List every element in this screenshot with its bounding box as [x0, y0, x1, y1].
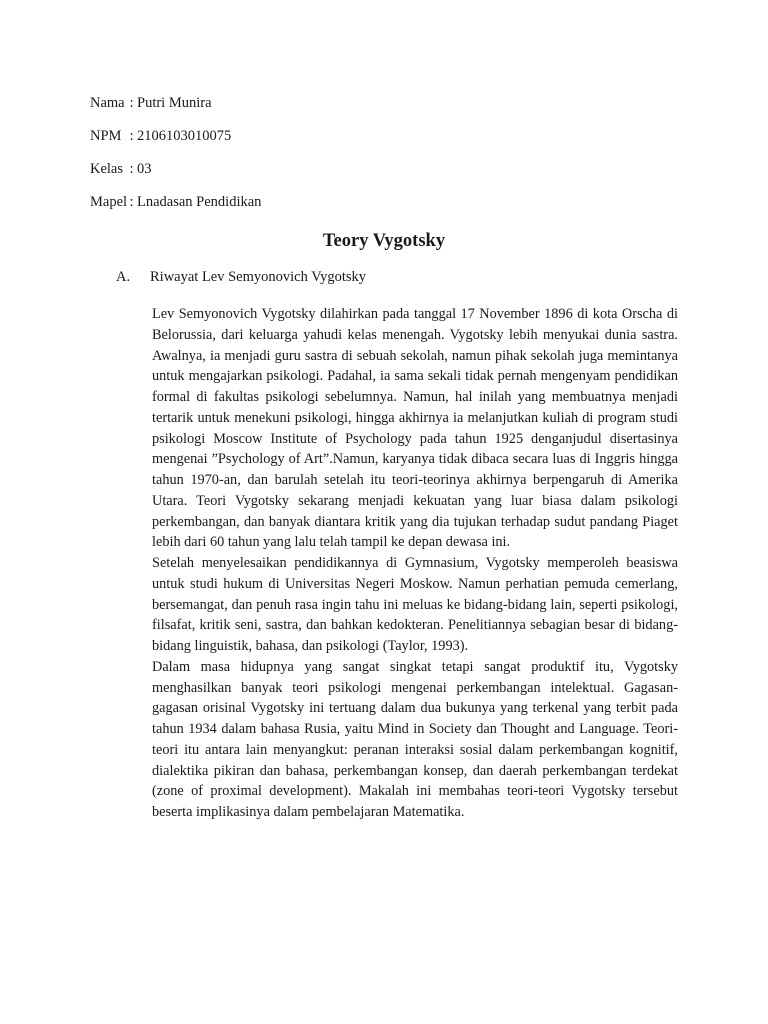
- info-value: Putri Munira: [137, 95, 212, 111]
- paragraph: Setelah menyelesaikan pendidikannya di Gymnasium, Vygotsky memperoleh beasiswa untuk studi hukum di Universitas Negeri Moskow. Namun perhatian pemuda cemerlang, bersemangat, dan penuh rasa ingin tahu ini meluas ke bidang-bidang lain, seperti psikologi, filsafat, kritik seni, sastra, dan bahkan kedokteran. Penelitiannya sebagian besar di bidang-bidang linguistik, bahasa, dan psikologi (Taylor, 1993).: [152, 555, 678, 654]
- info-colon: :: [129, 95, 134, 111]
- info-colon: :: [129, 128, 134, 144]
- info-row-npm: [90, 126, 261, 159]
- paragraph: Lev Semyonovich Vygotsky dilahirkan pada tanggal 17 November 1896 di kota Orscha di Belorussia, dari keluarga yahudi kelas menengah. Vygotsky lebih menyukai dunia sastra. Awalnya, ia menjadi guru sastra di sebuah sekolah, namun pihak sekolah juga memintanya untuk mengajarkan psikologi. Padahal, ia sama sekali tidak pernah mengenyam pendidikan formal di fakultas psikologi sebelumnya. Namun, hal inilah yang membuatnya menjadi tertarik untuk menekuni psikologi, hingga akhirnya ia melanjutkan kuliah di program studi psikologi Moscow Institute of Psychology pada tahun 1925 denganjudul disertasinya mengenai ”Psychology of Art”.Namun, karyanya tidak dibaca secara luas di Inggris hingga tahun 1970-an, dan barulah setelah itu teori-teorinya akhirnya berpengaruh di Amerika Utara. Teori Vygotsky sekarang menjadi kekuatan yang luar biasa dalam psikologi perkembangan, dan banyak diantara kritik yang dia tujukan terhadap sudut pandang Piaget lebih dari 60 tahun yang lalu telah tampil ke depan dewasa ini.: [152, 306, 678, 551]
- student-info: [90, 93, 261, 225]
- info-label: Mapel: [90, 194, 128, 210]
- body-text: [152, 304, 678, 823]
- document-title: Teory Vygotsky: [322, 231, 446, 251]
- info-colon: :: [129, 194, 134, 210]
- info-label: NPM: [90, 128, 122, 144]
- info-label: Kelas: [90, 161, 124, 177]
- paragraph: Dalam masa hidupnya yang sangat singkat tetapi sangat produktif itu, Vygotsky menghasilkan banyak teori psikologi mengenai perkembangan intelektual. Gagasan-gagasan orisinal Vygotsky ini tertuang dalam dua bukunya yang terkenal yang terbit pada tahun 1934 dalam bahasa Rusia, yaitu Mind in Society dan Thought and Language. Teori-teori itu antara lain menyangkut: peranan interaksi sosial dalam perkembangan kognitif, dialektika pikiran dan bahasa, perkembangan konsep, dan daerah perkembangan terdekat (zone of proximal development). Makalah ini membahas teori-teori Vygotsky tersebut beserta implikasinya dalam pembelajaran Matematika.: [152, 658, 678, 820]
- info-value: 2106103010075: [137, 128, 232, 144]
- section-heading: [116, 266, 366, 288]
- info-row-kelas: [90, 159, 261, 192]
- info-value: Lnadasan Pendidikan: [137, 194, 262, 210]
- info-row-mapel: [90, 192, 261, 225]
- info-row-nama: [90, 93, 261, 126]
- section-letter: A.: [116, 269, 131, 285]
- info-colon: :: [129, 161, 134, 177]
- section-heading-text: Riwayat Lev Semyonovich Vygotsky: [150, 269, 367, 285]
- info-value: 03: [137, 161, 152, 177]
- info-label: Nama: [90, 95, 125, 111]
